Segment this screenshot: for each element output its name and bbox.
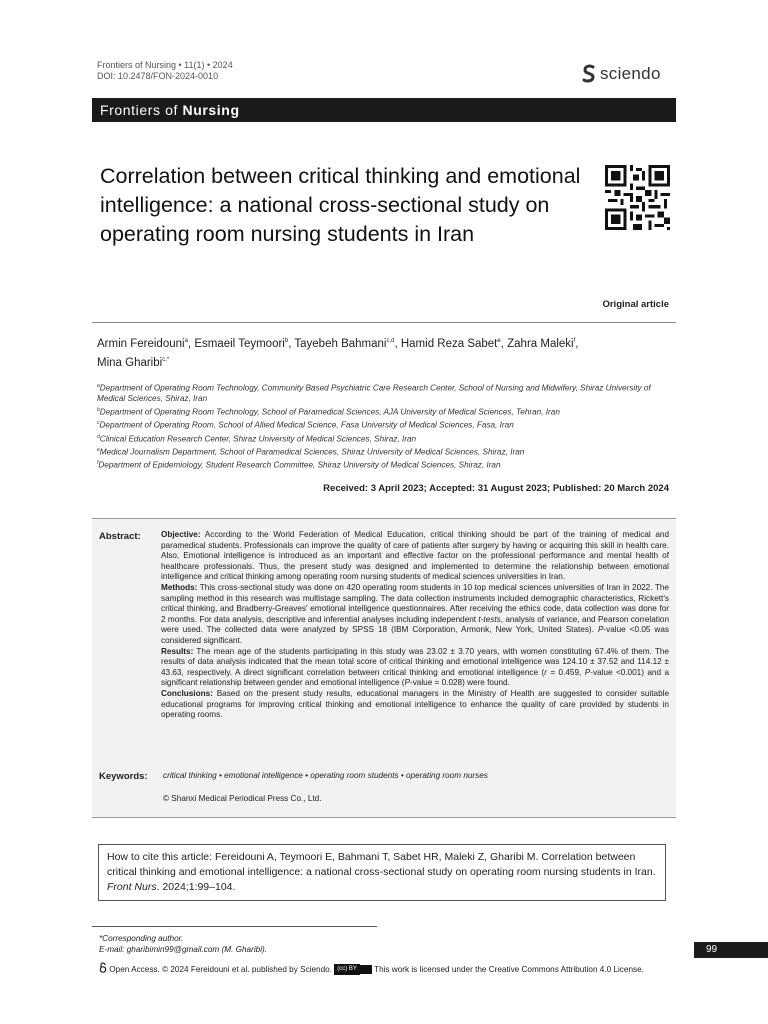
- corresponding-author-note: *Corresponding author.: [99, 934, 184, 943]
- keywords-list: critical thinking • emotional intelligence • operating room students • operating room nurses: [163, 771, 488, 780]
- cc-by-license-icon[interactable]: (cc) BY: [334, 964, 360, 975]
- abstract-objective: Objective: According to the World Federation of Medical Education, critical thinking should be part of the training of medical and paramedical students. Professionals can improve the quality of care of patients after surgery by having or acquiring this skill in health care. Also, Emotional intelligence is introduced as an important and effective factor on the professional performance and mental health of healthcare professionals. Thus, the present study was designed and implemented to determine the relationship between emotional intelligence and critical thinking among operating room nursing students of medical sciences universities in Iran.: [161, 530, 670, 582]
- affiliation: $^f$Department of Epidemiology, Student Research Committee, Shiraz University of Medical Sciences, Shiraz, Iran: [97, 460, 501, 470]
- abstract-results: Results: The mean age of the students participating in this study was 23.02 ± 3.70 years, with women constituting 67.4% of them. The results of data analysis indicated that the mean total score of critical thinking and emotional intelligence was 124.10 ± 37.52 and 114.12 ± 43.63, respectively. A direct significant correlation between critical thinking and emotional intelligence (r = 0.459, P-value <0.001) and a significant relationship between gender and emotional intelligence (P-value = 0.028) were found.: [161, 646, 669, 688]
- author[interactable]: Tayebeh Bahmani$^{c,d}$,: [294, 337, 401, 350]
- author[interactable]: Mina Gharibi$^{c,*}$: [97, 356, 170, 369]
- cc-badge-tail: [360, 965, 372, 974]
- corresponding-email[interactable]: E-mail: gharibimin99@gmail.com (M. Gharibi).: [99, 944, 268, 954]
- sciendo-s-icon: [582, 64, 596, 84]
- page-number: 99: [694, 942, 768, 958]
- author[interactable]: Zahra Maleki$^f$,: [507, 337, 579, 350]
- citation-tail: . 2024;1:99–104.: [156, 881, 236, 893]
- abstract-body: [161, 530, 669, 721]
- license-text: This work is licensed under the Creative Commons Attribution 4.0 License.: [374, 965, 644, 974]
- author[interactable]: Hamid Reza Sabet$^e$,: [400, 337, 508, 350]
- author[interactable]: Armin Fereidouni$^a$,: [97, 337, 195, 350]
- abstract-conclusions: Conclusions: Based on the present study results, educational managers in the Ministry of Health are suggested to consider suitable educational programs for improving critical thinking and emotional intelligence to enhance the quality of care provided by students in operating rooms.: [161, 688, 669, 720]
- publisher-name: sciendo: [600, 64, 661, 83]
- affiliation: $^b$Department of Operating Room Technology, School of Paramedical Sciences, AJA University of Medical Sciences, Tehran, Iran: [97, 406, 560, 417]
- footnote: [99, 934, 267, 955]
- affiliation: $^d$Clinical Education Research Center, Shiraz University of Medical Sciences, Shiraz, Iran: [97, 433, 417, 444]
- affiliation: $^c$Department of Operating Room, School of Allied Medical Science, Fasa University of Medical Sciences, Fasa, Iran: [97, 420, 514, 430]
- abstract-label: Abstract:: [99, 531, 141, 542]
- open-access-lead: Open Access. © 2024 Fereidouni et al. published by Sciendo.: [109, 965, 332, 974]
- citation-journal: Front Nurs: [107, 881, 157, 893]
- doi-line[interactable]: DOI: 10.2478/FON-2024-0010: [97, 71, 219, 81]
- article-title: Correlation between critical thinking and emotional intelligence: a national cross-sectional study on operating room nursing students in Iran: [100, 164, 581, 246]
- open-access-icon: [99, 962, 107, 973]
- keywords-label: Keywords:: [99, 771, 148, 782]
- qr-code-icon[interactable]: [605, 165, 670, 230]
- publisher-logo[interactable]: [582, 64, 661, 84]
- citation-box: [98, 844, 666, 901]
- journal-issue-line: Frontiers of Nursing • 11(1) • 2024: [97, 60, 233, 70]
- journal-name-light: Frontiers of: [100, 102, 183, 118]
- author-list: [97, 333, 677, 371]
- footnote-divider: [92, 926, 377, 927]
- divider: [92, 322, 676, 323]
- affiliation: $^e$Medical Journalism Department, School of Paramedical Sciences, Shiraz University of Medical Sciences, Shiraz, Iran: [97, 446, 525, 457]
- journal-meta: [97, 60, 233, 82]
- abstract-methods: Methods: This cross-sectional study was done on 420 operating room students in 10 top medical sciences universities of Iran in 2022. The sampling method in this research was multistage sampling. The data collection instruments included demographic characteristics, Rickett's critical thinking, and Bradberry-Greaves' emotional intelligence questionnaires. After receiving the ethics code, data collection was done for 2 months. For data analysis, descriptive and inferential analyses including independent t-tests, analysis of variance, and Pearson correlation were used. The collected data were analyzed by SPSS 18 (IBM Corporation, Armonk, New York, United States). P-value <0.05 was considered significant.: [161, 582, 670, 645]
- copyright-line: © Shanxi Medical Periodical Press Co., Ltd.: [163, 794, 322, 803]
- affiliation: $^a$Department of Operating Room Technology, Community Based Psychiatric Care Research Center, School of Nursing and Midwifery, Shiraz University of Medical Sciences, Shiraz, Iran: [97, 383, 651, 404]
- article-type: Original article: [602, 299, 669, 310]
- journal-name-bold: Nursing: [182, 102, 240, 118]
- publication-dates: Received: 3 April 2023; Accepted: 31 August 2023; Published: 20 March 2024: [323, 483, 669, 494]
- open-access-notice: [99, 962, 659, 976]
- citation-text: How to cite this article: Fereidouni A, Teymoori E, Bahmani T, Sabet HR, Maleki Z, Gharibi M. Correlation between critical thinking and emotional intelligence: a national cross-sectional study on operating room nursing students in Iran.: [107, 851, 656, 878]
- affiliation-list: [97, 381, 677, 472]
- author[interactable]: Esmaeil Teymoori$^b$,: [194, 337, 295, 350]
- journal-name: [100, 100, 240, 120]
